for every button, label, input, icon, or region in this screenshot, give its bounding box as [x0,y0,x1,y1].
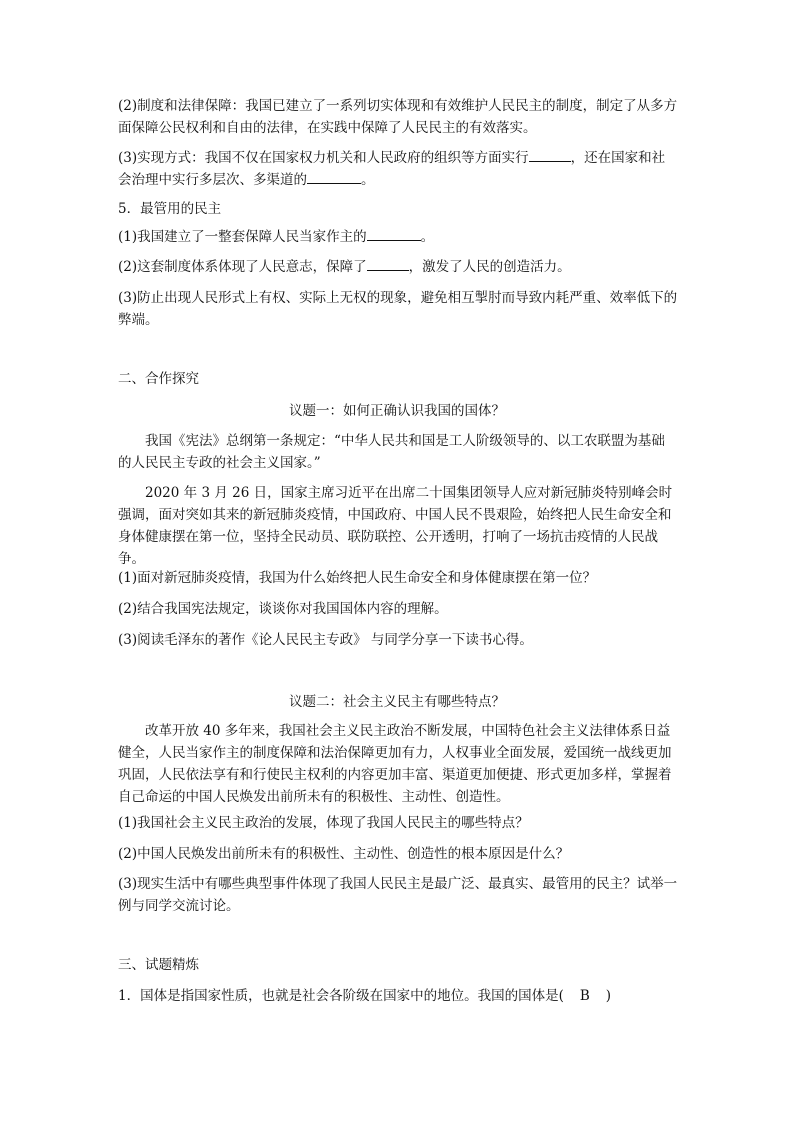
item-people-will: (2)这套制度体系体现了人民意志，保障了 ，激发了人民的创造活力。 [118,259,571,275]
item-system-legal-guarantee: (2)制度和法律保障：我国已建立了一系列切实体现和有效维护人民民主的制度，制定了从多方面保障公民权利和自由的法律，在实践中保障了人民民主的有效落实。 [118,98,678,136]
topic2-question-2: (2)中国人民焕发出前所未有的积极性、主动性、创造性的根本原因是什么？ [118,846,570,862]
topic1-constitution-quote: 我国《宪法》总纲第一条规定：“中华人民共和国是工人阶级领导的、以工农联盟为基础的人民民主专政的社会主义国家。” [118,433,665,471]
section-heading-most-effective-democracy: 5．最管用的民主 [118,201,222,217]
topic2-question-1: (1)我国社会主义民主政治的发展，体现了我国人民民主的哪些特点？ [118,815,529,831]
topic2-title: 议题二：社会主义民主有哪些特点？ [289,694,505,710]
item-implementation-methods: (3)实现方式：我国不仅在国家权力机关和人民政府的组织等方面实行 ，还在国家和社会治理中实行多层次、多渠道的 。 [118,150,666,188]
answer-choice: B [579,988,590,1004]
topic1-title: 议题一：如何正确认识我国的国体？ [289,403,505,419]
fill-blank[interactable] [529,148,571,162]
topic1-question-2: (2)结合我国宪法规定，谈谈你对我国国体内容的理解。 [118,601,448,617]
fill-blank[interactable] [367,227,421,241]
topic2-question-3: (3)现实生活中有哪些典型事件体现了我国人民民主是最广泛、最真实、最管用的民主？试举一例与同学交流讨论。 [118,876,678,914]
exercise-question-1: 1．国体是指国家性质，也就是社会各阶级在国家中的地位。我国的国体是( B ) [118,988,612,1004]
item-institution-system: (1)我国建立了一整套保障人民当家作主的 。 [118,229,435,245]
section-heading-exercises: 三、试题精炼 [118,957,199,973]
topic1-epidemic-paragraph: 2020 年 3 月 26 日，国家主席习近平在出席二十国集团领导人应对新冠肺炎特别峰会时强调，面对突如其来的新冠肺炎疫情，中国政府、中国人民不畏艰险，始终把人民生命安全和身体健康摆在第一位，坚持全民动员、联防联控、公开透明，打响了一场抗击疫情的人民战争。 [118,485,673,567]
item-prevent-drawbacks: (3)防止出现人民形式上有权、实际上无权的现象，避免相互掣肘而导致内耗严重、效率低下的弊端。 [118,290,678,328]
section-heading-cooperative-inquiry: 二、合作探究 [118,371,199,387]
fill-blank[interactable] [307,170,361,184]
topic1-question-1: (1)面对新冠肺炎疫情，我国为什么始终把人民生命安全和身体健康摆在第一位？ [118,570,597,586]
topic1-question-3: (3)阅读毛泽东的著作《论人民民主专政》 与同学分享一下读书心得。 [118,632,533,648]
topic2-reform-paragraph: 改革开放 40 多年来，我国社会主义民主政治不断发展，中国特色社会主义法律体系日益健全，人民当家作主的制度保障和法治保障更加有力，人权事业全面发展，爱国统一战线更加巩固，人民依法享有和行使民主权利的内容更加丰富、渠道更加便捷、形式更加多样，掌握着自己命运的中国人民焕发出前所未有的积极性、主动性、创造性。 [118,723,672,805]
fill-blank[interactable] [367,257,409,271]
